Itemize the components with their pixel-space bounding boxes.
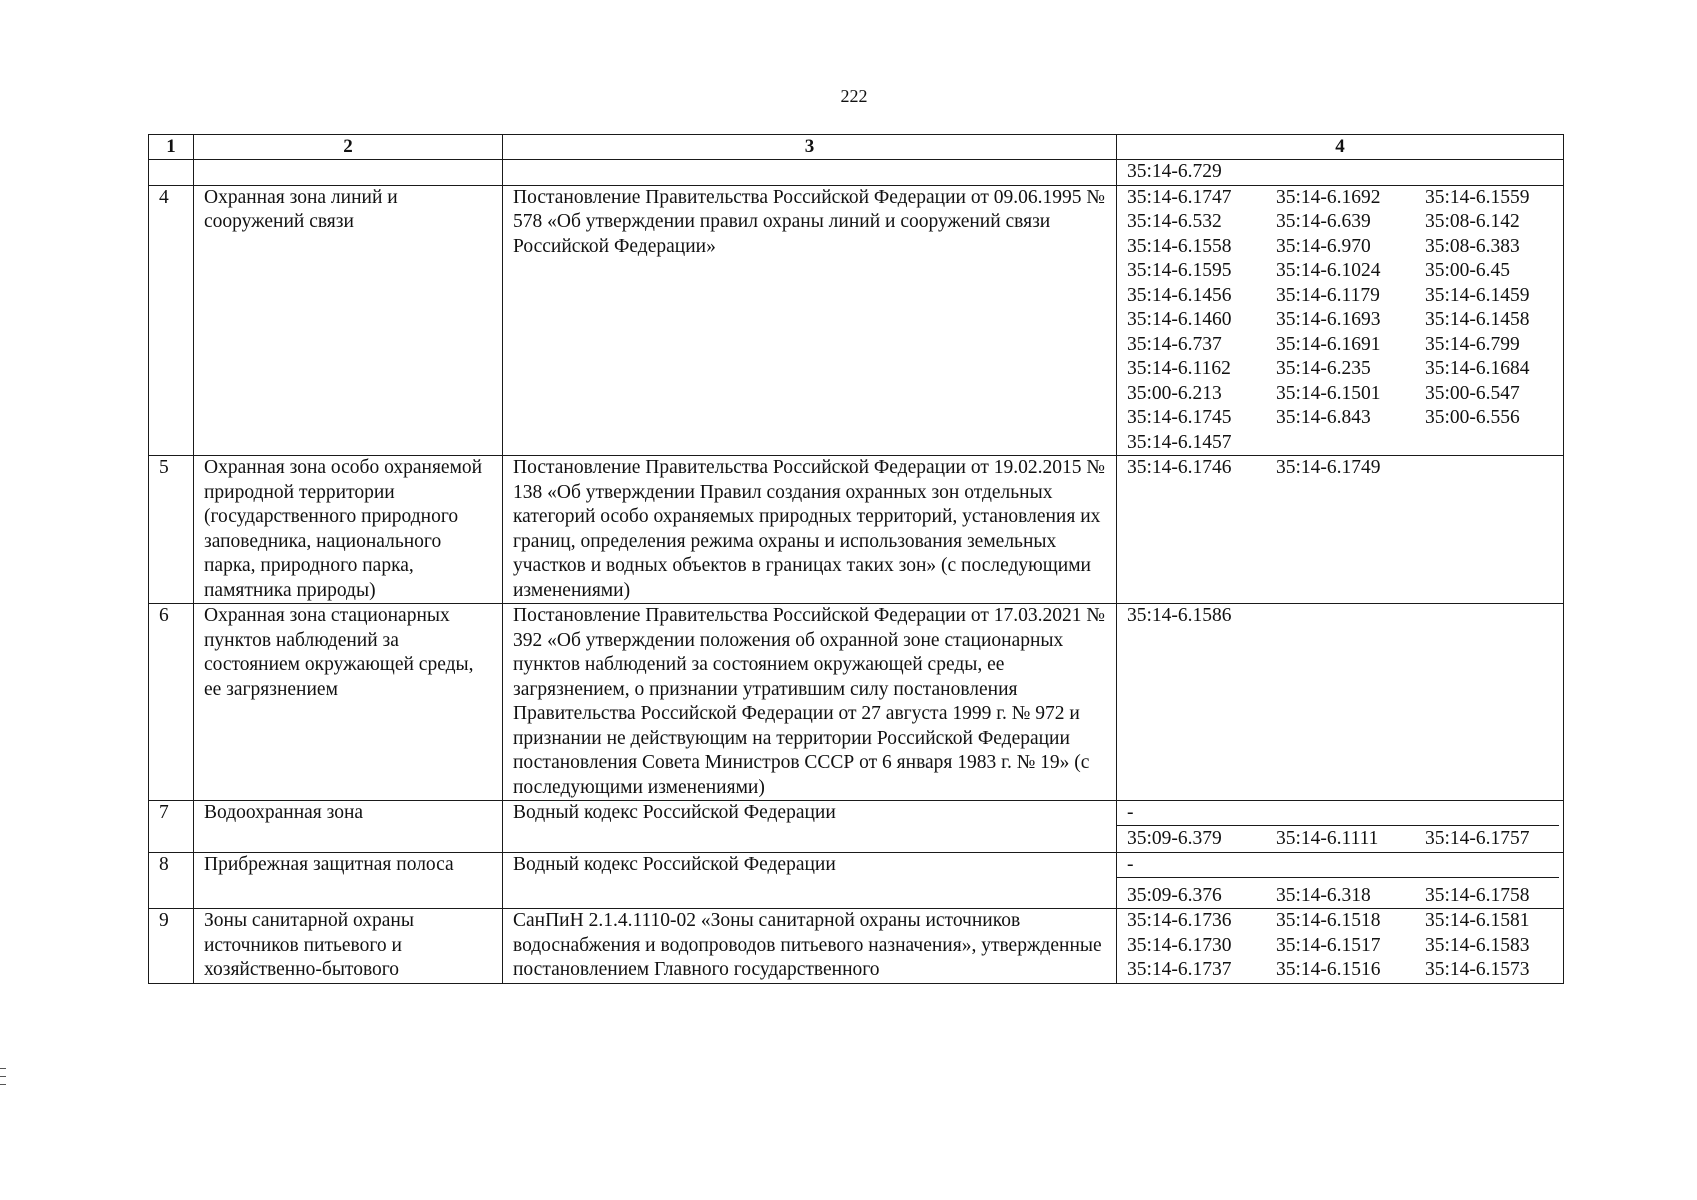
- zone-code: 35:14-6.1456: [1127, 284, 1232, 306]
- zone-code: 35:14-6.1747: [1127, 186, 1232, 208]
- zone-code: 35:14-6.1586: [1127, 605, 1232, 626]
- scan-edge-mark: [0, 1076, 6, 1077]
- row-number: 9: [149, 909, 194, 984]
- zone-code: 35:14-6.1517: [1276, 934, 1381, 956]
- zone-code: 35:14-6.799: [1425, 333, 1520, 355]
- zone-code: 35:14-6.1179: [1276, 284, 1380, 306]
- zone-codes: [1117, 909, 1564, 984]
- row-number: 7: [149, 801, 194, 853]
- zone-code: 35:14-6.1558: [1127, 235, 1232, 257]
- zone-code: 35:14-6.1730: [1127, 934, 1232, 956]
- zone-code: 35:14-6.1595: [1127, 260, 1232, 281]
- legal-basis: Постановление Правительства Российской Федерации от 17.03.2021 № 392 «Об утверждении положения об охранной зоне стационарных пунктов наблюдений за состоянием окружающей среды, ее загрязнением, о признании утратившим силу постановления Правительства Российской Федерации от 27 августа 1999 г. № 972 и признании не действующим на территории Российской Федерации постановления Совета Министров СССР от 6 января 1983 г. № 19» (с последующими изменениями): [503, 604, 1117, 801]
- scan-edge-mark: [0, 1084, 6, 1085]
- zone-code: 35:14-6.1162: [1127, 358, 1231, 379]
- zone-code: 35:14-6.1024: [1276, 260, 1381, 281]
- zone-codes: [1117, 852, 1564, 909]
- dash-placeholder: -: [1117, 853, 1559, 878]
- legal-basis: [503, 160, 1117, 186]
- zone-code: 35:08-6.383: [1425, 235, 1520, 257]
- scan-edge-mark: [0, 1068, 6, 1069]
- zone-code: 35:09-6.376: [1127, 884, 1222, 906]
- zone-name: Зоны санитарной охраны источников питьевого и хозяйственно-бытового: [194, 909, 503, 984]
- column-header-4: 4: [1117, 135, 1564, 160]
- legal-basis: Водный кодекс Российской Федерации: [503, 852, 1117, 909]
- row-number: 4: [149, 185, 194, 456]
- legal-basis: Постановление Правительства Российской Федерации от 19.02.2015 № 138 «Об утверждении Правил создания охранных зон отдельных категорий особо охраняемых природных территорий, установления их границ, определения режима охраны и использования земельных участков и водных объектов в границах таких зон» (с последующими изменениями): [503, 456, 1117, 604]
- zone-name: Охранная зона стационарных пунктов наблюдений за состоянием окружающей среды, ее загрязнением: [194, 604, 503, 801]
- zone-code: 35:00-6.556: [1425, 407, 1520, 428]
- legal-basis: СанПиН 2.1.4.1110-02 «Зоны санитарной охраны источников водоснабжения и водопроводов питьевого назначения», утвержденные постановлением Главного государственного: [503, 909, 1117, 984]
- zone-name: Охранная зона особо охраняемой природной территории (государственного природного заповедника, национального парка, природного парка, памятника природы): [194, 456, 503, 604]
- zone-code: 35:14-6.737: [1127, 333, 1222, 355]
- zone-code: 35:14-6.1573: [1425, 959, 1530, 980]
- zone-name: [194, 160, 503, 186]
- zone-code: 35:14-6.1516: [1276, 959, 1381, 980]
- zone-codes: [1117, 185, 1564, 456]
- zone-code: 35:09-6.379: [1127, 828, 1222, 849]
- zone-codes: [1117, 801, 1564, 853]
- column-header-3: 3: [503, 135, 1117, 160]
- table-row: [149, 456, 1564, 604]
- zone-code: 35:14-6.1691: [1276, 333, 1381, 355]
- dash-placeholder: -: [1117, 801, 1559, 826]
- zone-code: 35:14-6.1559: [1425, 186, 1530, 208]
- row-number: 5: [149, 456, 194, 604]
- zone-code: 35:14-6.1458: [1425, 309, 1530, 330]
- zone-codes: [1117, 160, 1564, 186]
- zone-name: Водоохранная зона: [194, 801, 503, 853]
- zone-code: 35:08-6.142: [1425, 211, 1520, 232]
- zone-code: 35:14-6.1758: [1425, 884, 1530, 906]
- zone-code: 35:00-6.213: [1127, 382, 1222, 404]
- zone-code: 35:14-6.1746: [1127, 457, 1232, 478]
- zone-code: 35:14-6.1692: [1276, 186, 1381, 208]
- column-header-2: 2: [194, 135, 503, 160]
- zone-code: 35:14-6.1501: [1276, 382, 1381, 404]
- zone-code: 35:14-6.1693: [1276, 309, 1381, 330]
- zone-code: 35:14-6.1737: [1127, 959, 1232, 980]
- zone-code: 35:14-6.1745: [1127, 407, 1232, 428]
- table-header-row: [149, 135, 1564, 160]
- zone-code: 35:14-6.639: [1276, 211, 1371, 232]
- zone-code: 35:14-6.1518: [1276, 910, 1381, 931]
- zone-name: Охранная зона линий и сооружений связи: [194, 185, 503, 456]
- zone-code: 35:14-6.1459: [1425, 284, 1530, 306]
- zone-code: 35:00-6.45: [1425, 260, 1511, 281]
- zone-code: 35:00-6.547: [1425, 382, 1520, 404]
- zone-code: 35:14-6.318: [1276, 884, 1371, 906]
- legal-basis: Постановление Правительства Российской Федерации от 09.06.1995 № 578 «Об утверждении правил охраны линий и сооружений связи Российской Федерации»: [503, 185, 1117, 456]
- table-row: [149, 852, 1564, 909]
- zone-codes: [1117, 456, 1564, 604]
- row-number: [149, 160, 194, 186]
- zone-code: 35:14-6.1583: [1425, 934, 1530, 956]
- zone-name: Прибрежная защитная полоса: [194, 852, 503, 909]
- zone-code: 35:14-6.235: [1276, 358, 1371, 379]
- zone-code: 35:14-6.532: [1127, 211, 1222, 232]
- zone-code: 35:14-6.729: [1127, 161, 1222, 182]
- zone-code: 35:14-6.1581: [1425, 910, 1530, 931]
- zone-code: 35:14-6.1460: [1127, 309, 1232, 330]
- zone-code: 35:14-6.1111: [1276, 828, 1379, 849]
- zone-code: 35:14-6.1736: [1127, 910, 1232, 931]
- zone-codes: [1117, 604, 1564, 801]
- row-number: 6: [149, 604, 194, 801]
- zone-code: 35:14-6.1684: [1425, 358, 1530, 379]
- zone-code: 35:14-6.970: [1276, 235, 1371, 257]
- zone-code: 35:14-6.1749: [1276, 457, 1381, 478]
- zones-table: [148, 134, 1564, 984]
- zone-code: 35:14-6.1757: [1425, 828, 1530, 849]
- column-header-1: 1: [149, 135, 194, 160]
- zone-code: 35:14-6.1457: [1127, 431, 1232, 453]
- page-number: 222: [840, 86, 868, 106]
- legal-basis: Водный кодекс Российской Федерации: [503, 801, 1117, 853]
- table-row: [149, 185, 1564, 456]
- row-number: 8: [149, 852, 194, 909]
- table-row: [149, 801, 1564, 853]
- continuation-row: [149, 160, 1564, 186]
- table-row: [149, 604, 1564, 801]
- zone-code: 35:14-6.843: [1276, 407, 1371, 428]
- table-row: [149, 909, 1564, 984]
